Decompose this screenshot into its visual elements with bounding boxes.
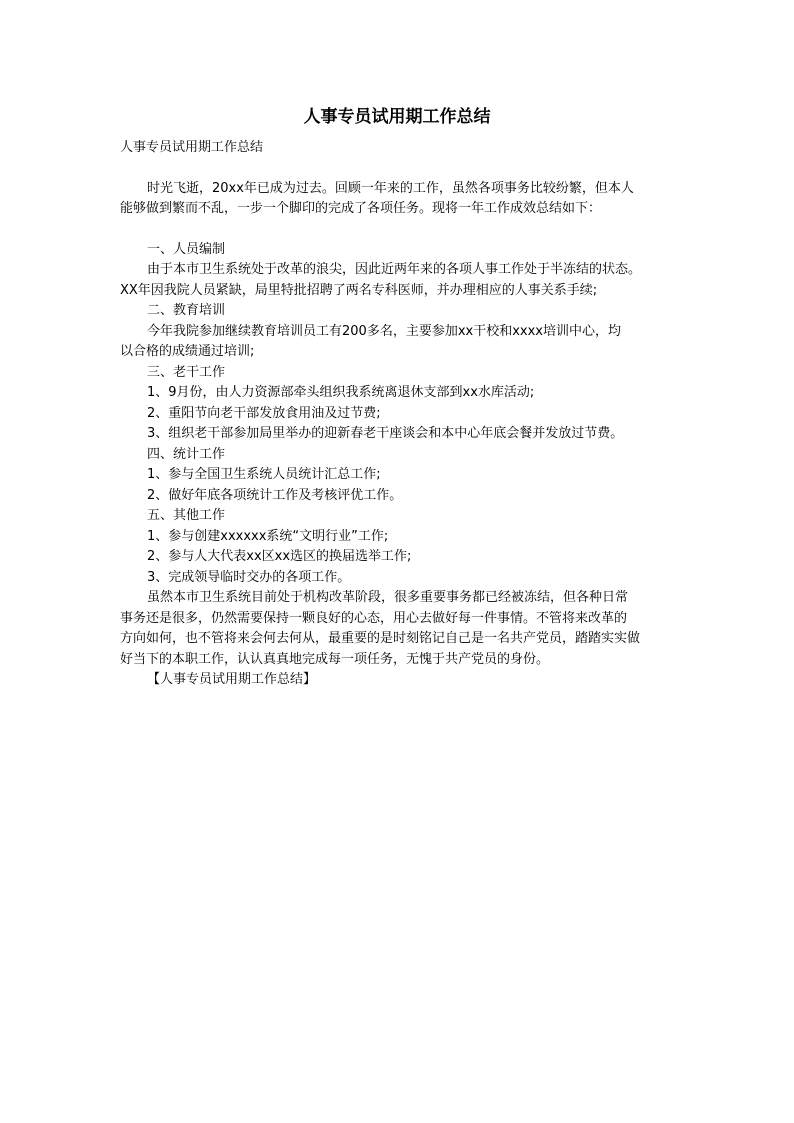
- section-heading-retirees: 三、老干工作: [147, 364, 226, 380]
- section-line: 2、做好年底各项统计工作及考核评优工作。: [147, 487, 403, 503]
- section-line: 1、9月份，由人力资源部牵头组织我系统离退休支部到xx水库活动;: [147, 385, 535, 400]
- section-line: 2、参与人大代表xx区xx选区的换届选举工作;: [147, 549, 412, 564]
- document-body: [120, 138, 686, 691]
- section-heading-training: 二、教育培训: [147, 303, 226, 318]
- section-line: 以合格的成绩通过培训;: [120, 344, 255, 359]
- document-footer: 【人事专员试用期工作总结】: [147, 672, 317, 687]
- conclusion-line-3: 方向如何，也不管将来会何去何从，最重要的是时刻铭记自己是一名共产党员，踏踏实实做: [120, 631, 641, 646]
- section-heading-other: 五、其他工作: [147, 508, 226, 523]
- section-line: 3、组织老干部参加局里举办的迎新春老干座谈会和本中心年底会餐并发放过节费。: [147, 426, 624, 441]
- conclusion-line-1: 虽然本市卫生系统目前处于机构改革阶段，很多重要事务都已经被冻结，但各种日常: [147, 590, 629, 605]
- document-title: 人事专员试用期工作总结: [303, 107, 491, 127]
- section-line: 由于本市卫生系统处于改革的浪尖，因此近两年来的各项人事工作处于半冻结的状态。: [147, 262, 642, 277]
- paragraph-gap: [120, 159, 686, 179]
- intro-line-1: 时光飞逝，20xx年已成为过去。回顾一年来的工作，虽然各项事务比较纷繁，但本人: [147, 180, 634, 196]
- section-line: XX年因我院人员紧缺，局里特批招聘了两名专科医师，并办理相应的人事关系手续;: [120, 282, 598, 298]
- conclusion-line-2: 事务还是很多，仍然需要保持一颗良好的心态，用心去做好每一件事情。不管将来改革的: [120, 610, 628, 626]
- section-line: 今年我院参加继续教育培训员工有200多名，主要参加xx干校和xxxx培训中心，均: [147, 323, 621, 339]
- section-line: 3、完成领导临时交办的各项工作。: [147, 569, 351, 585]
- section-line: 1、参与全国卫生系统人员统计汇总工作;: [147, 467, 381, 482]
- section-heading-statistics: 四、统计工作: [147, 446, 226, 462]
- document-subtitle: 人事专员试用期工作总结: [120, 140, 264, 155]
- intro-line-2: 能够做到繁而不乱，一步一个脚印的完成了各项任务。现将一年工作成效总结如下：: [120, 201, 602, 216]
- section-line: 2、重阳节向老干部发放食用油及过节费;: [147, 405, 381, 421]
- section-line: 1、参与创建xxxxxx系统“文明行业”工作;: [147, 528, 389, 544]
- section-heading-staffing: 一、人员编制: [147, 241, 226, 257]
- paragraph-gap: [120, 220, 686, 240]
- conclusion-line-4: 好当下的本职工作，认认真真地完成每一项任务，无愧于共产党员的身份。: [120, 651, 550, 667]
